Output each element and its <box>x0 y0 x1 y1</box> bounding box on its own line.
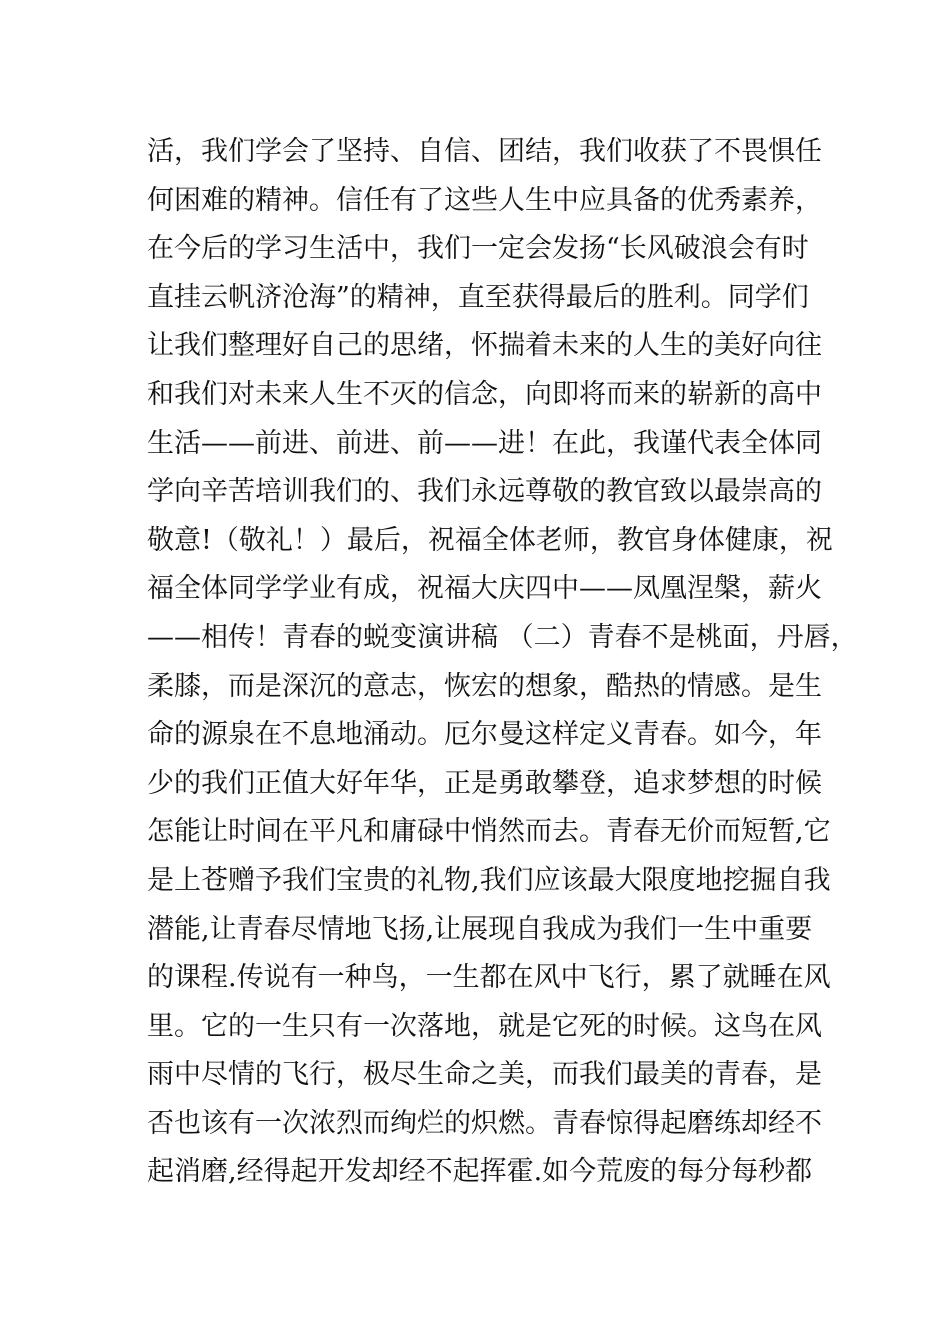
text-line: 生活——前进、前进、前——进！在此，我谨代表全体同 <box>147 427 822 459</box>
text-line: ——相传！青春的蜕变演讲稿 （二）青春不是桃面，丹唇， <box>147 621 858 653</box>
text-line: 否也该有一次浓烈而绚烂的炽燃。青春惊得起磨练却经不 <box>147 1107 822 1139</box>
text-line: 在今后的学习生活中，我们一定会发扬“长风破浪会有时 <box>147 233 809 265</box>
text-line: 直挂云帆济沧海”的精神，直至获得最后的胜利。同学们 <box>147 281 809 313</box>
text-line: 何困难的精神。信任有了这些人生中应具备的优秀素养， <box>147 184 822 216</box>
text-line: 命的源泉在不息地涌动。厄尔曼这样定义青春。如今，年 <box>147 719 822 751</box>
text-line: 起消磨,经得起开发却经不起挥霍.如今荒废的每分每秒都 <box>147 1156 813 1188</box>
text-line: 和我们对未来人生不灭的信念，向即将而来的崭新的高中 <box>147 378 822 410</box>
text-line: 柔膝，而是深沉的意志，恢宏的想象，酷热的情感。是生 <box>147 670 822 702</box>
text-line: 让我们整理好自己的思绪，怀揣着未来的人生的美好向往 <box>147 330 822 362</box>
text-line: 敬意!（敬礼！）最后，祝福全体老师，教官身体健康，祝 <box>147 524 833 556</box>
text-line: 福全体同学学业有成，祝福大庆四中——凤凰涅槃，薪火 <box>147 573 822 605</box>
text-line: 学向辛苦培训我们的、我们永远尊敬的教官致以最崇高的 <box>147 476 822 508</box>
text-line: 的课程.传说有一种鸟，一生都在风中飞行，累了就睡在风 <box>147 962 831 994</box>
text-line: 潜能,让青春尽情地飞扬,让展现自我成为我们一生中重要 <box>147 913 813 945</box>
text-line: 少的我们正值大好年华，正是勇敢攀登，追求梦想的时候 <box>147 767 822 799</box>
text-line: 雨中尽情的飞行，极尽生命之美，而我们最美的青春，是 <box>147 1059 822 1091</box>
text-line: 里。它的一生只有一次落地，就是它死的时候。这鸟在风 <box>147 1010 822 1042</box>
text-line: 活，我们学会了坚持、自信、团结，我们收获了不畏惧任 <box>147 136 822 167</box>
text-line: 是上苍赠予我们宝贵的礼物,我们应该最大限度地挖掘自我 <box>147 864 831 896</box>
text-line: 怎能让时间在平凡和庸碌中悄然而去。青春无价而短暂,它 <box>147 816 831 848</box>
body-text <box>147 128 858 1197</box>
